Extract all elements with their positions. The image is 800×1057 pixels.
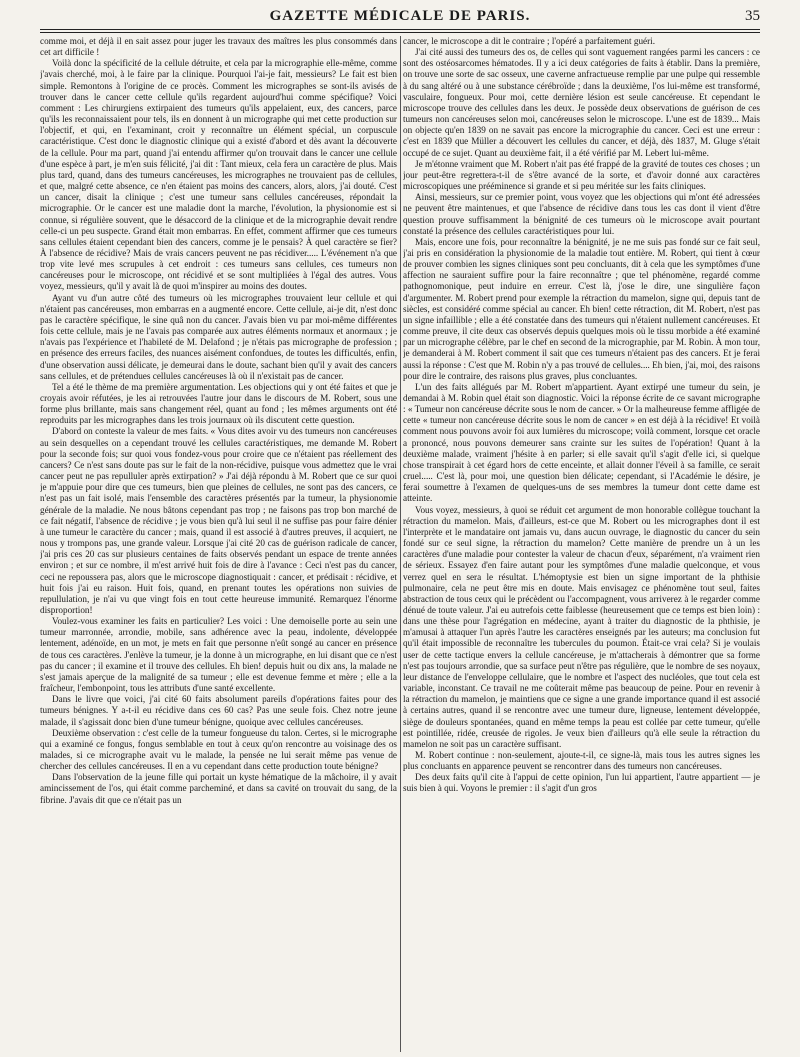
paragraph: Mais, encore une fois, pour reconnaître la bénignité, je ne me suis pas fondé sur ce fait seul, j'ai pris en considération la physionomie de la maladie tout entière. M. Robert, qui tient à cœur de prouver combien les signes cliniques sont peu concluants, dit à cela que les symptômes d'une affection ne sauraient suffire pour la faire reconnaître ; que tel phénomène, regardé comme pathognomonique, peut induire en erreur. C'est là, j'ose le dire, une singulière façon d'argumenter. M. Robert prend pour exemple la rétraction du mamelon, signe qui, depuis tant de siècles, est considéré comme spécial au cancer. Eh bien! cette rétraction, dit M. Robert, n'est pas un signe infaillible ; elle a été constatée dans des tumeurs qui n'étaient nullement cancéreuses. Et comme preuve, il cite deux cas observés depuis quelques mois où le tissu morbide a été examiné par un micrographe célèbre, par le chef en second de la micrographie, par M. Robin. À mon tour, je demanderai à M. Robert comment il sait que ces tumeurs n'étaient pas des cancers. Et je ferai aussi la réponse : C'est que M. Robin n'y a pas trouvé de cellules.... Eh bien, j'ai, moi, des raisons pour dire le contraire, des raisons plus graves, plus concluantes. bbox=[403, 236, 760, 381]
paragraph: Je m'étonne vraiment que M. Robert n'ait pas été frappé de la gravité de toutes ces choses ; un jour peut-être regrettera-t-il de s'être avancé de la sorte, et d'avoir donné aux caractères microscopiques une prééminence si grande et si peu méritée sur les faits cliniques. bbox=[403, 158, 760, 192]
page-number: 35 bbox=[745, 8, 760, 24]
paragraph: M. Robert continue : non-seulement, ajoute-t-il, ce signe-là, mais tous les autres signes les plus concluants en apparence peuvent se rencontrer dans des tumeurs non cancéreuses. bbox=[403, 750, 760, 772]
right-column bbox=[403, 36, 760, 1052]
paragraph: Des deux faits qu'il cite à l'appui de cette opinion, l'un lui appartient, l'autre appartient — je suis bien à qui. Voyons le premier : il s'agit d'un gros bbox=[403, 772, 760, 794]
paragraph: comme moi, et déjà il en sait assez pour juger les travaux des maîtres les plus consommés dans cet art difficile ! bbox=[40, 36, 397, 58]
left-column bbox=[40, 36, 397, 1052]
paragraph: Tel a été le thème de ma première argumentation. Les objections qui y ont été faites et que je croyais avoir réfutées, je les ai retrouvées l'autre jour dans le discours de M. Robert, sous une forme plus brillante, mais sans changement réel, quant au fond ; les mêmes arguments ont été reproduits par les micrographes dans les trois journaux où ils discutent cette question. bbox=[40, 381, 397, 426]
column-divider bbox=[400, 36, 401, 1052]
paragraph: Ayant vu d'un autre côté des tumeurs où les micrographes trouvaient leur cellule et qui n'étaient pas cancéreuses, mon embarras en a augmenté encore. Cette cellule, ai-je dit, n'est donc pas le caractère spécifique, le sine quâ non du cancer. J'avais bien vu par moi-même différentes fois cette cellule, mais je ne l'avais pas comparée aux autres éléments normaux et anormaux ; je n'avais pas l'expérience et l'habileté de M. Delafond ; je n'étais pas micrographe de profession ; en présence des erreurs faciles, des nuances aisément confondues, de toutes les difficultés, enfin, d'une observation aussi délicate, je demeurai dans le doute, sachant bien qu'il y avait des cancers sans cellules, et de prétendues cellules cancéreuses là où il n'existait pas de cancer. bbox=[40, 292, 397, 381]
header-rule bbox=[40, 29, 760, 33]
page-header bbox=[40, 8, 760, 26]
journal-title: GAZETTE MÉDICALE DE PARIS. bbox=[269, 8, 531, 24]
paragraph: J'ai cité aussi des tumeurs des os, de celles qui sont vaguement rangées parmi les cancers : ce sont des ostéosarcomes hématodes. Il y a ici deux catégories de faits à établir. Dans la première, on trouve une sorte de sac osseux, une caverne anfractueuse remplie par une pulpe qui ressemble à du sang altéré ou à une substance cérébroïde ; dans la deuxième, l'os lui-même est transformé, vasculaire, fongueux. Pour moi, cette dernière lésion est seule cancéreuse. Et cependant le microscope trouve des cellules dans les deux. Je possède deux observations de guérison de ces tumeurs non cancéreuses selon moi, cancéreuses selon le microscope. L'une est de 1839... Mais on objecte qu'en 1839 on ne savait pas encore la micrographie du cancer. Ceci est une erreur : c'est en 1839 que Müller a découvert les cellules du cancer, et déjà, dès 1837, M. Gluge s'était occupé de ce sujet. Quant au deuxième fait, il a été vérifié par M. Lebert lui-même. bbox=[403, 47, 760, 158]
paragraph: Vous voyez, messieurs, à quoi se réduit cet argument de mon honorable collègue touchant la rétraction du mamelon. Mais, d'ailleurs, est-ce que M. Robert ou les micrographes dont il est l'interprète et le mandataire ont jamais vu, dans aucun ouvrage, le diagnostic du cancer du sein fondé sur ce seul signe, la rétraction du mamelon? Cette manière de prendre un à un les caractères d'une maladie pour contester la valeur de chacun d'eux, séparément, n'a vraiment rien de sérieux. Essayez d'en faire autant pour les symptômes d'une maladie quelconque, et vous verrez quel en sera le résultat. L'hémoptysie est bien un signe important de la phthisie pulmonaire, cela ne peut être mis en doute. Mais envisagez ce phénomène tout seul, faites abstraction de tous ceux qui le précèdent ou l'accompagnent, vous arriverez à le regarder comme dénué de toute valeur. J'ai eu autrefois cette faiblesse (heureusement que ce temps est bien loin) : dans une thèse pour l'agrégation en médecine, ayant à traiter du diagnostic de la phthisie, je m'amusai à attaquer l'un après l'autre les caractères enseignés par les auteurs; ma conclusion fut qu'il était impossible de reconnaître les tubercules du poumon. Était-ce vrai cela? Si je voulais user de cette tactique envers la cellule cancéreuse, je m'attacherais à démontrer que sa forme n'est pas toujours arrondie, que sa surface peut n'être pas régulière, que le nombre de ses noyaux, leur distance de l'enveloppe cellulaire, que le nombre et l'aspect des nucléoles, que tout cela est variable, inconstant. Ce travail ne me coûterait même pas beaucoup de peine. Pour en revenir à la rétraction du mamelon, je maintiens que ce signe a une grande importance quand il est associé à certains autres, quand il se rencontre avec une tumeur dure, ligneuse, lentement développée, siège de douleurs spontanées, quand en même temps la peau est collée par cette tumeur, qu'elle est pointillée, ridée, creusée de rigoles. Je veux bien d'ailleurs qu'à elle seule la rétraction du mamelon ne soit pas un caractère suffisant. bbox=[403, 504, 760, 749]
paragraph: cancer, le microscope a dit le contraire ; l'opéré a parfaitement guéri. bbox=[403, 36, 656, 46]
paragraph: Voilà donc la spécificité de la cellule détruite, et cela par la micrographie elle-même, comme j'avais cherché, moi, à le faire par la clinique. Pourquoi l'ai-je fait, messieurs? Le fait est bien simple. Remontons à l'origine de ce procès. Comment les micrographes se sont-ils avisés de trouver dans le cancer cette cellule qu'ils regardent aujourd'hui comme spécifique? Voici comment : Les chirurgiens extirpaient des tumeurs qu'ils appelaient, eux, des cancers, parce qu'ils les reconnaissaient pour tels, ils en donnent à un micrographe qui met cette production sur l'objectif, et qui, en l'examinant, croit y reconnaître un élément spécial, un corpuscule caractéristique. C'est donc le diagnostic clinique qui a existé d'abord et dès avant la découverte de la cellule. Pour ma part, quand j'ai entendu affirmer qu'on trouvait dans le cancer une cellule d'une espèce à part, je m'en suis félicité, j'ai dit : Tant mieux, cela fera un caractère de plus. Mais plus tard, quand, dans des tumeurs cancéreuses, les micrographes ne trouvaient pas de cellules, et que, malgré cette absence, ce n'en étaient pas moins des cancers, alors, alors, j'ai douté. C'est un cancer, disait la clinique ; c'est une tumeur sans cellules cancéreuses, répondait la micrographie. Or le cancer est une maladie dont la marche, l'évolution, la physionomie est si connue, si régulière souvent, que le désaccord de la clinique et de la micrographie devait rendre celle-ci un peu suspecte. Grand était mon embarras. En effet, comment affirmer que ces tumeurs sans cellules étaient cependant bien des cancers, comme je le pensais? À quel caractère se fier? À l'absence de récidive? Mais de vrais cancers peuvent ne pas récidiver..... L'événement n'a que trop vite levé mes scrupules à cet endroit : ces tumeurs sans cellules, ces tumeurs non cancéreuses pour le microscope, ont récidivé et se sont multipliées à l'égal des autres. Vous voyez, messieurs, qu'il y avait là de quoi m'inspirer au moins des doutes. bbox=[40, 58, 397, 292]
paragraph: Dans l'observation de la jeune fille qui portait un kyste hématique de la mâchoire, il y avait amincissement de l'os, qui était comme parcheminé, et dans sa cavité on trouvait du sang, de la fibrine. J'avais dit que ce n'était pas un bbox=[40, 772, 397, 805]
paragraph: Ainsi, messieurs, sur ce premier point, vous voyez que les objections qui m'ont été adressées ne peuvent être maintenues, et que l'absence de récidive dans tous les cas dont il vient d'être question prouve suffisamment la bénignité de ces tumeurs où le microscope avait pourtant constaté la présence des cellules caractéristiques pour lui. bbox=[403, 192, 760, 236]
paragraph: Dans le livre que voici, j'ai cité 60 faits absolument pareils d'opérations faites pour des tumeurs bénignes. Y a-t-il eu récidive dans ces 60 cas? Pas une seule fois. Chez notre jeune malade, il s'agissait donc bien d'une tumeur bénigne, quoique avec cellules cancéreuses. bbox=[40, 694, 397, 727]
paragraph: D'abord on conteste la valeur de mes faits. « Vous dites avoir vu des tumeurs non cancéreuses au sein desquelles on a cependant trouvé les cellules caractéristiques, me demande M. Robert pour la seconde fois; sur quoi vous fondez-vous pour croire que ce n'étaient pas réellement des cancers? Ce n'est sans doute pas sur le fait de la non-récidive, puisque vous admettez que le vrai cancer peut ne pas repulluler après extirpation? » J'ai déjà répondu à M. Robert que ce sur quoi je m'appuie pour dire que ces tumeurs, bien que pleines de cellules, ne sont pas des cancers, ce n'est pas un fait isolé, mais l'ensemble des caractères présentés par la tumeur, la physionomie générale de la maladie. Ne nous bâtons cependant pas trop ; ne faisons pas trop bon marché de ce fait négatif, l'absence de récidive ; je vous bien qu'à lui seul il ne suffise pas pour faire dénier à une tumeur le caractère du cancer ; mais, quand il est associé à d'autres preuves, il acquiert, ne nous y trompons pas, une grande valeur. Lorsque j'ai cité 20 cas de guérison radicale de cancer, j'ai pris ces 20 cas sur plusieurs centaines de faits observés pendant un espace de trente années environ ; et sur ce nombre, il m'est arrivé huit fois de dire à l'avance : Ceci n'est pas du cancer, ceci ne repoussera pas, alors que le microscope diagnostiquait : cancer, et prédisait : récidive, et huit fois j'ai eu raison. Huit fois, quand, en prenant toutes les opérations non suivies de repullulation, je n'ai vu que vingt fois en tout cette heureuse immunité. Remarquez l'énorme disproportion! bbox=[40, 426, 397, 615]
paragraph: L'un des faits allégués par M. Robert m'appartient. Ayant extirpé une tumeur du sein, je demandai à M. Robin quel était son diagnostic. Voici la réponse écrite de ce savant micrographe : « Tumeur non cancéreuse décrite sous le nom de cancer. » Or la malheureuse femme affligée de cette « tumeur non cancéreuse décrite sous le nom de cancer » en est déjà à la récidive! Et voilà comment nous pouvons avoir foi aux lumières du microscope; voilà comment, lorsque cet oracle a prononcé, nous pouvons demeurer sans crainte sur les suites de l'opération! Quant à la deuxième malade, vraiment j'hésite à en parler; si elle savait qu'il s'agit d'elle ici, si quelque chose transpirait à cet égard hors de cette enceinte, et allait donner l'éveil à sa famille, ce serait cruel..... C'est là, pour moi, une question bien délicate; cependant, si l'Académie le désire, je ferai soumettre à l'examen de quelques-uns de ses membres la tumeur dont cette dame est atteinte. bbox=[403, 381, 760, 504]
paragraph: Voulez-vous examiner les faits en particulier? Les voici : Une demoiselle porte au sein une tumeur marronnée, arrondie, mobile, sans adhérence avec la peau, indolente, développée lentement, adénoïde, en un mot, je mets en fait que personne n'eût songé au cancer en présence de tous ces caractères. J'enlève la tumeur, je la donne à un micrographe, en lui disant que ce n'est pas du cancer ; il examine et il trouve des cellules. Eh bien! depuis huit ou dix ans, la malade ne s'est jamais aperçue de la malignité de sa tumeur ; elle est devenue femme et mère ; elle a la fraîcheur, l'embonpoint, tous les attributs d'une santé excellente. bbox=[40, 616, 397, 694]
paragraph: Deuxième observation : c'est celle de la tumeur fongueuse du talon. Certes, si le micrographe qui a examiné ce fongus, fongus semblable en tout à ceux qu'on rencontre au voisinage des os malades, si ce micrographe avait vu le malade, la pensée ne lui serait même pas venue de chercher des cellules cancéreuses. Il en a vu cependant dans cette production toute bénigne? bbox=[40, 727, 397, 772]
